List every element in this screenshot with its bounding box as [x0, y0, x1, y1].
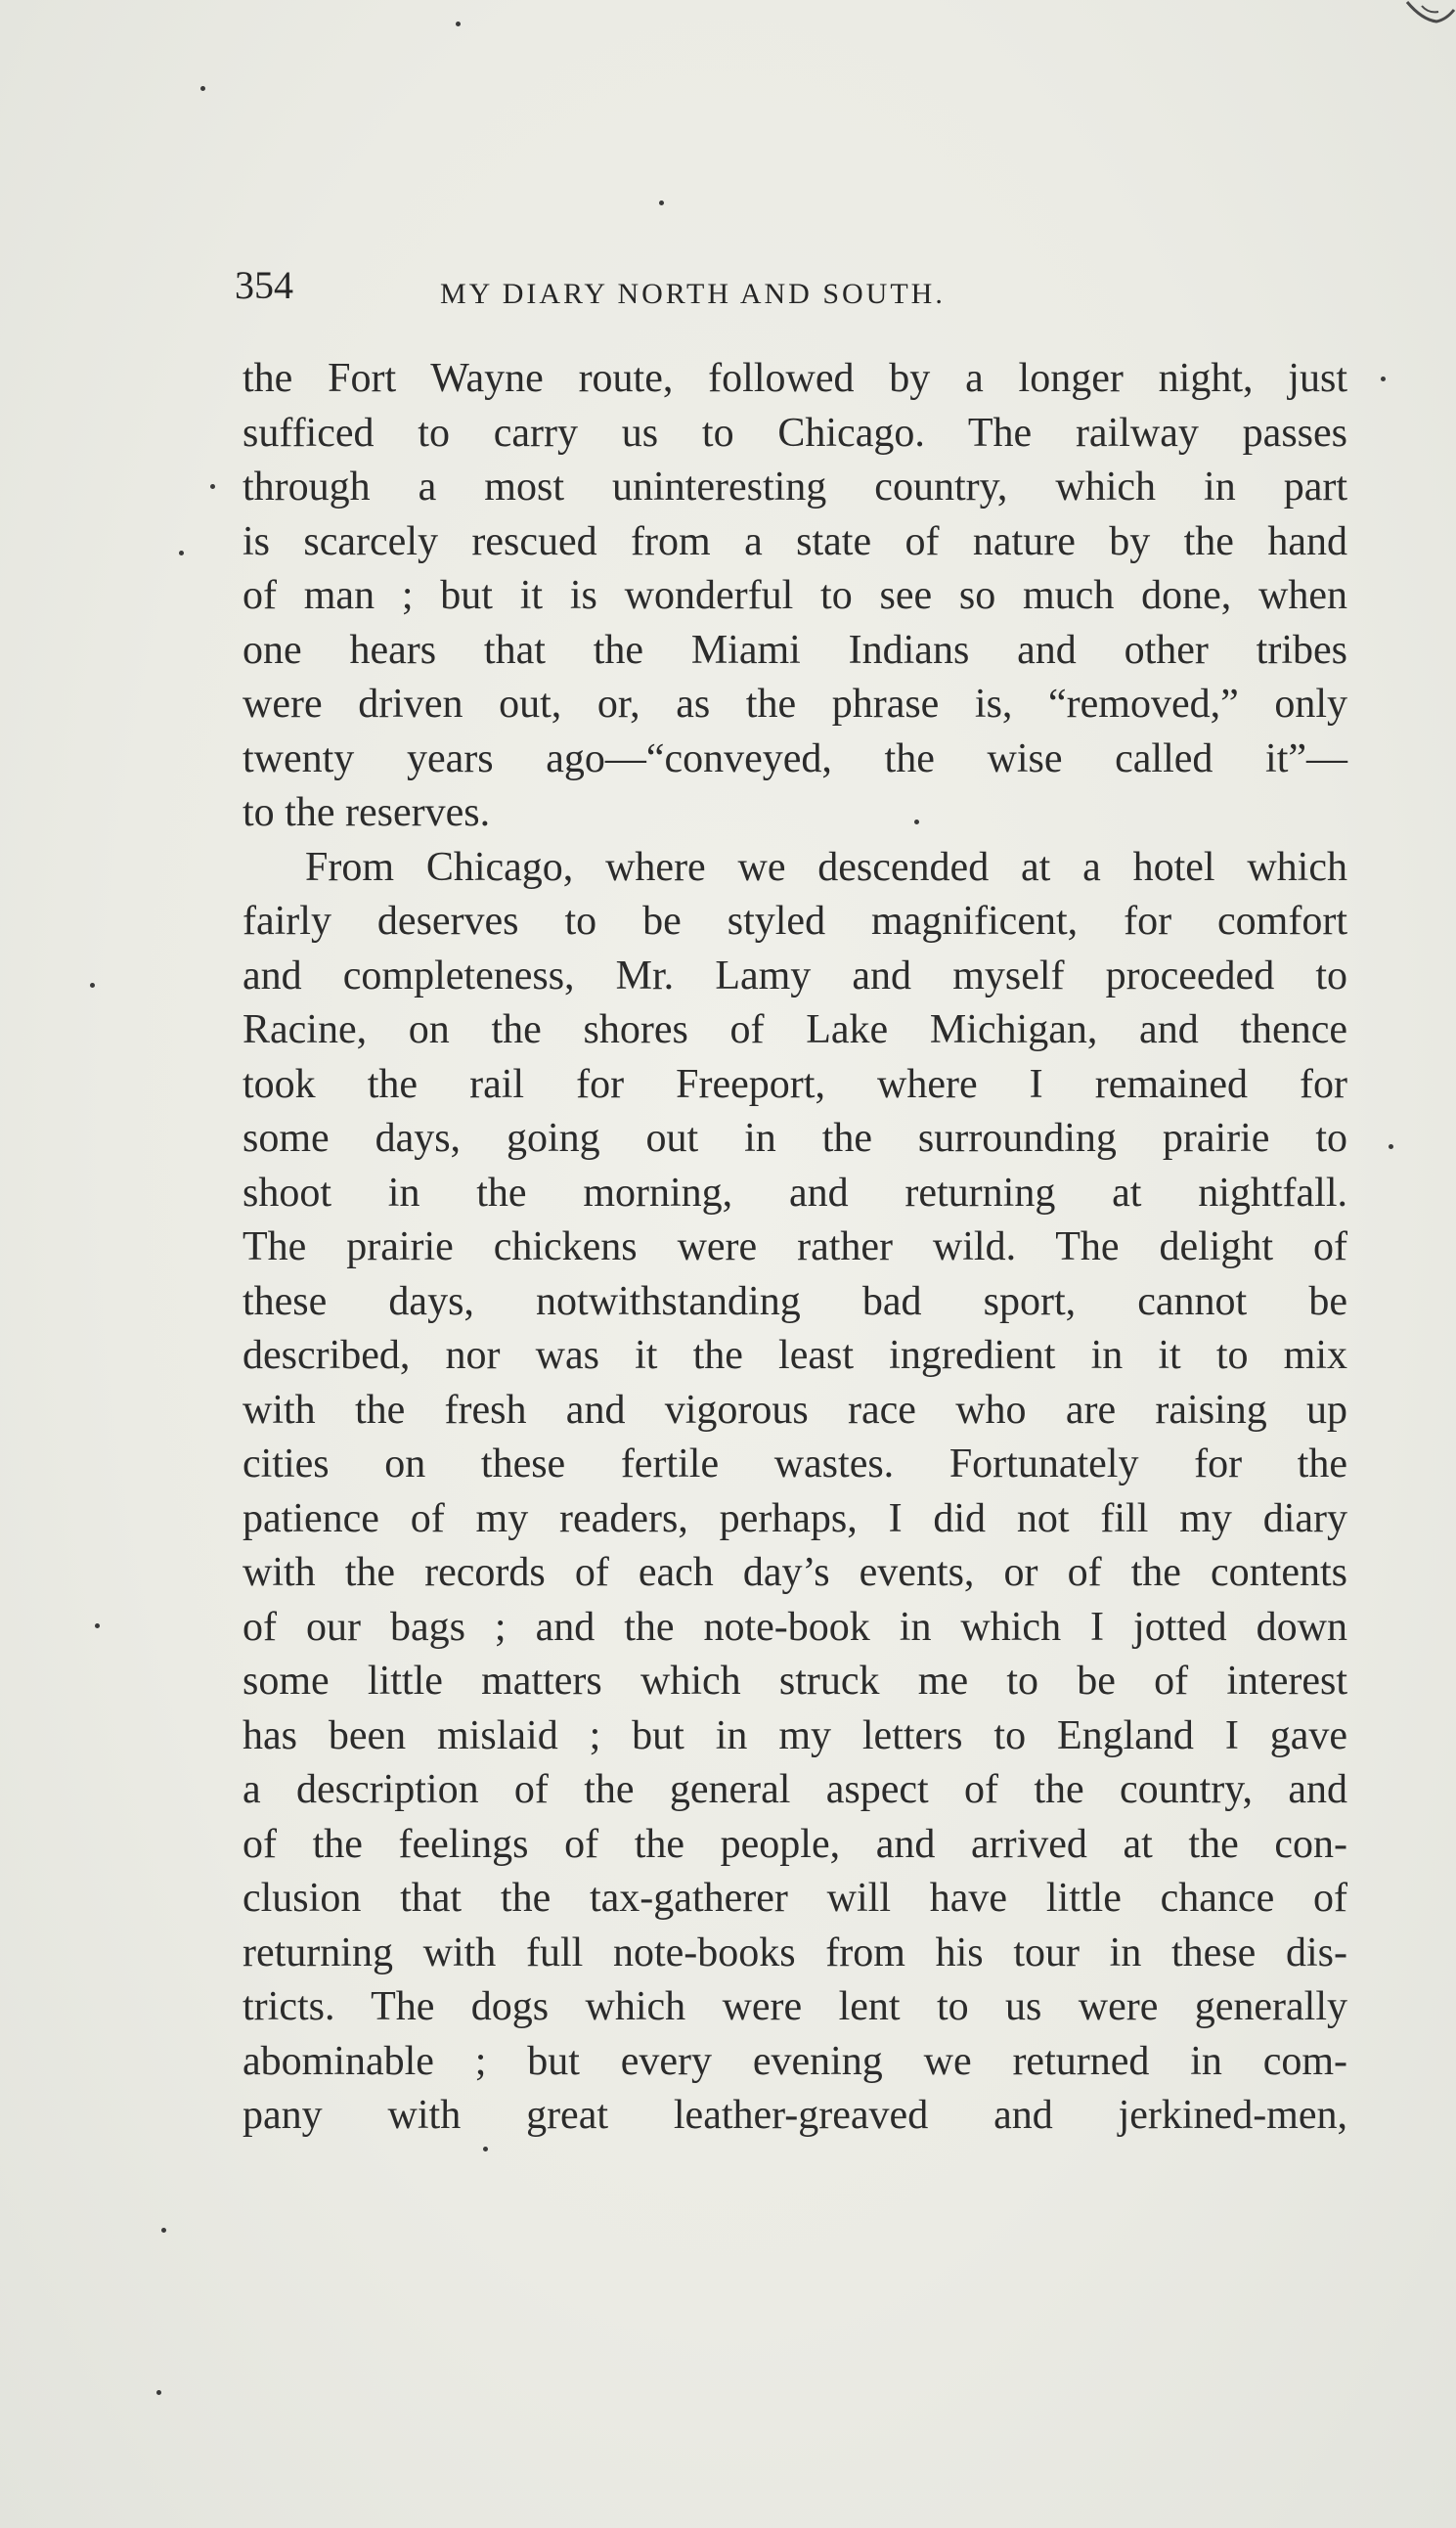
page-corner-mark — [1368, 0, 1456, 49]
text-line: From Chicago, where we descended at a hotel which — [305, 844, 1347, 890]
text-line: returning with full note-books from his tour in these dis- — [243, 1929, 1347, 1975]
body-text — [243, 352, 1347, 2144]
text-line: cities on these fertile wastes. Fortunately for the — [243, 1441, 1347, 1486]
text-line: of our bags ; and the note-book in which I jotted down — [243, 1604, 1347, 1650]
text-line: of man ; but it is wonderful to see so much done, when — [243, 573, 1347, 618]
text-line: is scarcely rescued from a state of nature by the hand — [243, 518, 1347, 564]
text-line: the Fort Wayne route, followed by a longer night, just — [243, 356, 1347, 401]
ink-speck — [161, 2228, 166, 2233]
text-line: patience of my readers, perhaps, I did not fill my diary — [243, 1495, 1347, 1541]
text-line: with the records of each day’s events, or of the contents — [243, 1550, 1347, 1595]
running-head: MY DIARY NORTH AND SOUTH. — [440, 278, 946, 310]
text-line: twenty years ago—“conveyed, the wise called it”— — [243, 735, 1347, 781]
text-line: fairly deserves to be styled magnificent, for comfort — [243, 899, 1347, 944]
text-line: The prairie chickens were rather wild. The delight of — [243, 1224, 1347, 1269]
text-line: clusion that the tax-gatherer will have little chance of — [243, 1876, 1347, 1921]
text-line: were driven out, or, as the phrase is, “removed,” only — [243, 682, 1347, 727]
ink-speck — [483, 2147, 488, 2151]
text-line: of the feelings of the people, and arrived at the con- — [243, 1821, 1347, 1867]
text-line: through a most uninteresting country, which in part — [243, 465, 1347, 510]
text-line: some days, going out in the surrounding prairie to — [243, 1116, 1347, 1161]
ink-speck — [659, 200, 664, 205]
paragraph-2 — [243, 841, 1347, 2144]
text-line: one hears that the Miami Indians and other tribes — [243, 627, 1347, 673]
ink-speck — [210, 484, 215, 489]
text-line: these days, notwithstanding bad sport, cannot be — [243, 1278, 1347, 1324]
text-line: pany with great leather-greaved and jerkined-men, — [243, 2093, 1347, 2138]
text-line: abominable ; but every evening we returned in com- — [243, 2038, 1347, 2084]
page-header — [235, 256, 1085, 315]
ink-speck — [156, 2390, 161, 2395]
paragraph-1 — [243, 352, 1347, 841]
ink-speck — [1389, 1144, 1393, 1149]
ink-speck — [179, 551, 184, 555]
ink-speck — [1381, 377, 1386, 381]
page-number: 354 — [235, 263, 293, 307]
text-line: tricts. The dogs which were lent to us were generally — [243, 1984, 1347, 2029]
text-line: a description of the general aspect of the country, and — [243, 1767, 1347, 1812]
ink-speck — [200, 86, 205, 91]
text-line: sufficed to carry us to Chicago. The railway passes — [243, 410, 1347, 456]
text-line: shoot in the morning, and returning at nightfall. — [243, 1170, 1347, 1216]
ink-speck — [95, 1623, 100, 1628]
text-line: some little matters which struck me to be of interest — [243, 1659, 1347, 1704]
ink-speck — [90, 983, 95, 988]
text-line: to the reserves. — [243, 790, 491, 835]
text-line: has been mislaid ; but in my letters to England I gave — [243, 1712, 1347, 1758]
text-line: took the rail for Freeport, where I remained for — [243, 1061, 1347, 1107]
text-line: described, nor was it the least ingredient in it to mix — [243, 1333, 1347, 1378]
text-line: with the fresh and vigorous race who are raising up — [243, 1387, 1347, 1433]
text-line: Racine, on the shores of Lake Michigan, and thence — [243, 1007, 1347, 1052]
ink-speck — [456, 22, 461, 26]
text-line: and completeness, Mr. Lamy and myself proceeded to — [243, 953, 1347, 998]
